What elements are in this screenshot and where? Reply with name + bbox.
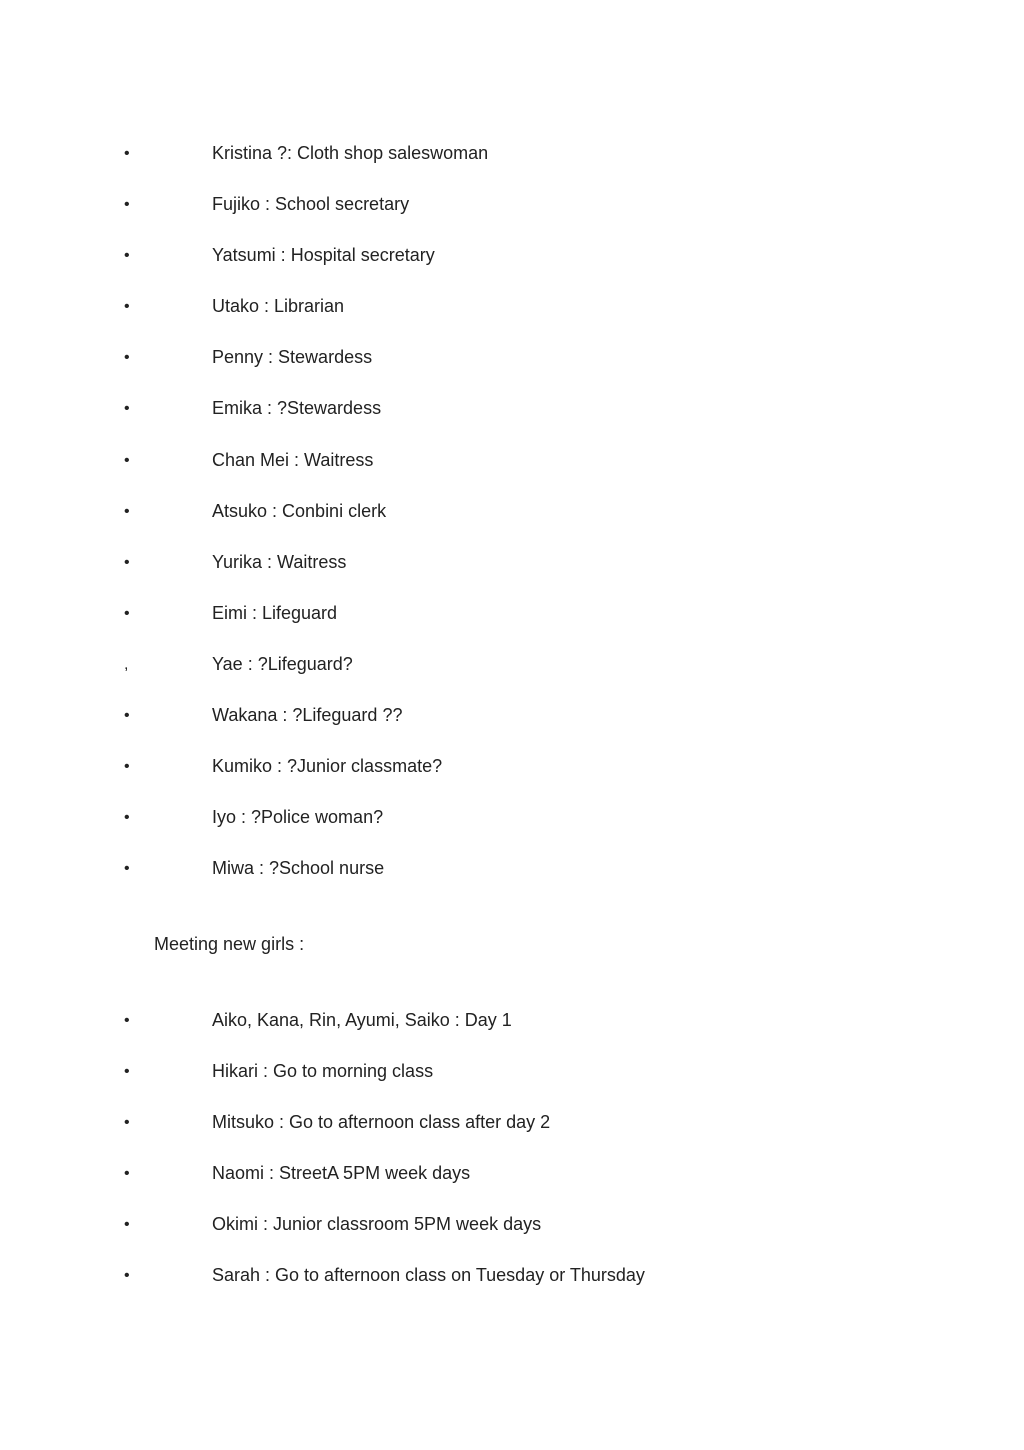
occupation-list [0, 140, 1024, 906]
list-item-text: Kristina ?: Cloth shop saleswoman [212, 143, 489, 163]
bullet-marker: • [124, 400, 130, 418]
bullet-marker: • [124, 349, 130, 367]
bullet-marker: • [124, 707, 130, 725]
list-item-text: Penny : Stewardess [212, 347, 373, 368]
list-item-text: Yurika : Waitress [212, 551, 347, 572]
bullet-marker: • [124, 298, 130, 316]
list-item-text: Yae : ?Lifeguard? [212, 653, 353, 674]
list-item-text: Iyo : ?Police woman? [212, 807, 384, 828]
bullet-marker: • [124, 196, 130, 214]
list-item-text: Naomi : StreetA 5PM week days [212, 1163, 471, 1184]
list-item [0, 447, 1024, 498]
bullet-marker: • [124, 1267, 130, 1285]
list-item [0, 600, 1024, 651]
list-item [0, 1109, 1024, 1160]
list-item [0, 804, 1024, 855]
list-item [0, 1058, 1024, 1109]
meeting-list [0, 1007, 1024, 1314]
list-item-text: Hikari : Go to morning class [212, 1061, 434, 1082]
list-item [0, 498, 1024, 549]
bullet-marker: • [124, 1063, 130, 1081]
list-item [0, 651, 1024, 702]
list-item-text: Atsuko : Conbini clerk [212, 500, 387, 521]
list-item [0, 344, 1024, 395]
list-item-text: Utako : Librarian [212, 296, 345, 317]
bullet-marker: • [124, 860, 130, 878]
bullet-marker: • [124, 1012, 130, 1029]
list-item-text: Aiko, Kana, Rin, Ayumi, Saiko : Day 1 [212, 1010, 512, 1030]
list-item [0, 855, 1024, 906]
list-item-text: Miwa : ?School nurse [212, 858, 385, 879]
bullet-marker: , [124, 655, 129, 673]
list-item-text: Chan Mei : Waitress [212, 449, 374, 470]
list-item [0, 1007, 1024, 1058]
bullet-marker: • [124, 604, 130, 622]
list-item [0, 242, 1024, 293]
list-item-text: Mitsuko : Go to afternoon class after day 2 [212, 1112, 551, 1133]
list-item-text: Emika : ?Stewardess [212, 398, 382, 419]
list-item [0, 140, 1024, 191]
list-item-text: Fujiko : School secretary [212, 194, 410, 215]
bullet-marker: • [124, 758, 130, 776]
list-item [0, 395, 1024, 446]
list-item-text: Eimi : Lifeguard [212, 602, 338, 623]
list-item [0, 753, 1024, 804]
bullet-marker: • [124, 1114, 130, 1132]
bullet-marker: • [124, 1165, 130, 1183]
list-item [0, 1160, 1024, 1211]
list-item [0, 549, 1024, 600]
bullet-marker: • [124, 502, 130, 520]
list-item-text: Kumiko : ?Junior classmate? [212, 756, 443, 777]
bullet-marker: • [124, 1216, 130, 1234]
bullet-marker: • [124, 809, 130, 827]
list-item [0, 191, 1024, 242]
list-item-text: Sarah : Go to afternoon class on Tuesday or Thursday [212, 1265, 645, 1286]
bullet-marker: • [124, 451, 130, 469]
list-item-text: Wakana : ?Lifeguard ?? [212, 705, 403, 726]
list-item [0, 293, 1024, 344]
list-item [0, 702, 1024, 753]
bullet-marker: • [124, 553, 130, 571]
section-heading: Meeting new girls : [154, 934, 305, 954]
list-item [0, 1211, 1024, 1262]
list-item [0, 1262, 1024, 1313]
list-item-text: Okimi : Junior classroom 5PM week days [212, 1214, 542, 1235]
list-item-text: Yatsumi : Hospital secretary [212, 245, 435, 266]
bullet-marker: • [124, 247, 130, 265]
bullet-marker: • [124, 145, 130, 162]
